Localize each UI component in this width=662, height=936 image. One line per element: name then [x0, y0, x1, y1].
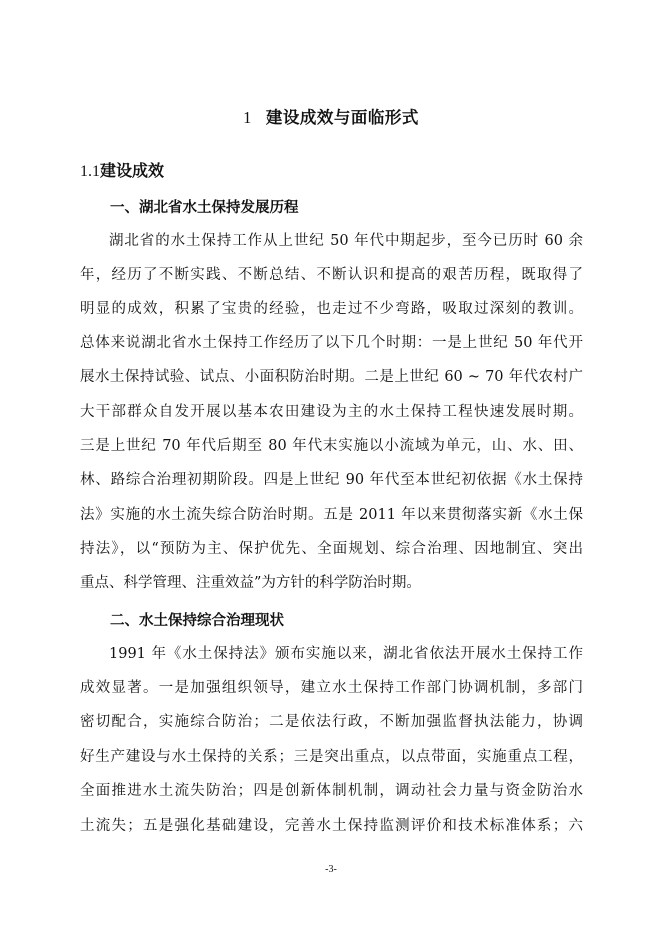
chapter-title-text: 建设成效与面临形式: [265, 108, 419, 127]
paragraph-line: 重点、科学管理、注重效益”为方针的科学防治时期。: [80, 575, 421, 591]
paragraph-line: 总体来说湖北省水土保持工作经历了以下几个时期：一是上世纪 50 年代开: [80, 335, 583, 351]
paragraph-line: 好生产建设与水土保持的关系；三是突出重点，以点带面，实施重点工程，: [80, 749, 583, 765]
paragraph-line: 全面推进水土流失防治；四是创新体制机制，调动社会力量与资金防治水: [80, 783, 583, 799]
paragraph-line: 明显的成效，积累了宝贵的经验，也走过不少弯路，吸取过深刻的教训。: [80, 301, 583, 317]
paragraph-line: 法》实施的水土流失综合防治时期。五是 2011 年以来贯彻落实新《水土保: [80, 507, 583, 523]
paragraph-line: 持法》，以“预防为主、保护优先、全面规划、综合治理、因地制宜、突出: [80, 541, 583, 557]
section-number: 1.1: [80, 163, 100, 180]
chapter-number: 1: [243, 108, 252, 127]
page-number: -3-: [325, 864, 337, 875]
paragraph-line: 大干部群众自发开展以基本农田建设为主的水土保持工程快速发展时期。: [80, 404, 583, 420]
paragraph-line: 年，经历了不断实践、不断总结、不断认识和提高的艰苦历程，既取得了: [80, 267, 583, 283]
paragraph-line: 三是上世纪 70 年代后期至 80 年代末实施以小流域为单元，山、水、田、: [80, 438, 583, 454]
section-title: [80, 158, 164, 181]
chapter-title: [0, 104, 662, 128]
paragraph-line: 土流失；五是强化基础建设，完善水土保持监测评价和技术标准体系；六: [80, 818, 583, 834]
subsection-heading-2: 二、水土保持综合治理现状: [110, 612, 284, 629]
paragraph-line: 成效显著。一是加强组织领导，建立水土保持工作部门协调机制，多部门: [80, 680, 583, 696]
paragraph-line: 展水土保持试验、试点、小面积防治时期。二是上世纪 60 ~ 70 年代农村广: [80, 369, 583, 385]
paragraph-line: 林、路综合治理初期阶段。四是上世纪 90 年代至本世纪初依据《水土保持: [80, 472, 583, 488]
paragraph-line: 密切配合，实施综合防治；二是依法行政，不断加强监督执法能力，协调: [80, 714, 583, 730]
section-title-text: 建设成效: [100, 161, 165, 180]
paragraph-line: 湖北省的水土保持工作从上世纪 50 年代中期起步，至今已历时 60 余: [109, 233, 583, 249]
paragraph-line: 1991 年《水土保持法》颁布实施以来，湖北省依法开展水土保持工作: [109, 646, 583, 662]
subsection-heading-1: 一、湖北省水土保持发展历程: [110, 199, 299, 216]
